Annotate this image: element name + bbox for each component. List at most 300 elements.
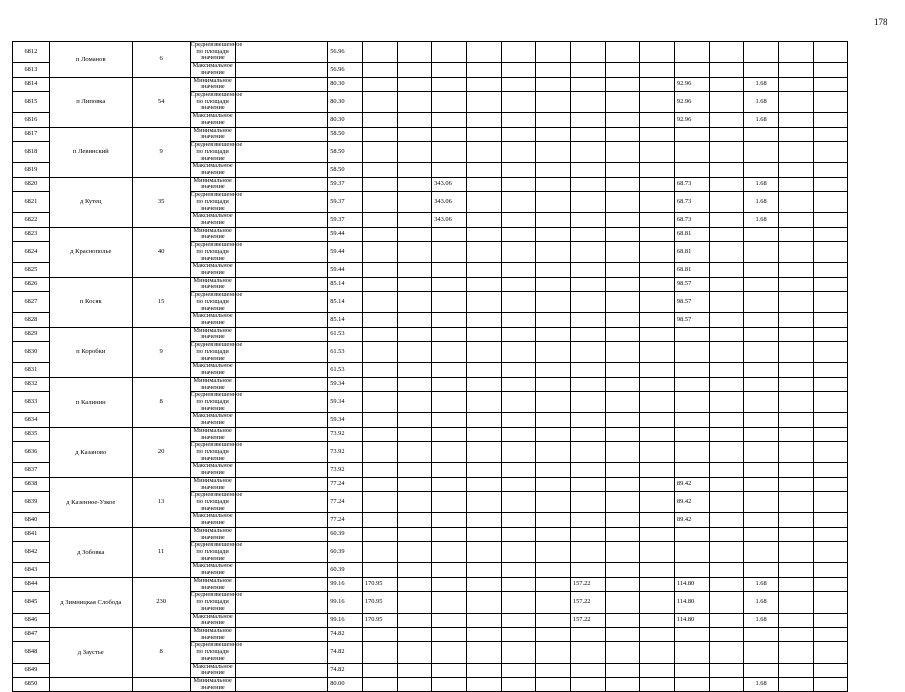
value-cell [432,142,467,163]
value-cell [605,613,640,627]
value-cell [536,313,571,327]
value-cell [432,277,467,291]
blank-cell [235,313,327,327]
value-cell: 61.53 [328,342,363,363]
row-id: 6850 [13,677,50,691]
value-cell [362,413,397,427]
value-cell [813,327,848,341]
value-cell [362,63,397,77]
value-cell [813,127,848,141]
value-cell [501,413,536,427]
value-cell [813,427,848,441]
row-id: 6836 [13,442,50,463]
value-cell [605,592,640,613]
value-cell [778,492,813,513]
value-cell [432,463,467,477]
value-cell [570,527,605,541]
value-cell [640,292,675,313]
value-cell [674,463,709,477]
value-type: Средневзвешенное по площади значение [190,541,243,562]
value-cell [570,427,605,441]
value-cell [744,42,779,63]
value-cell [501,313,536,327]
value-cell [501,142,536,163]
value-cell [605,263,640,277]
value-cell [362,292,397,313]
value-cell [432,413,467,427]
population-count: 20 [132,427,190,477]
value-type: Минимальное значение [190,627,235,641]
value-cell [813,592,848,613]
value-type: Минимальное значение [190,577,235,591]
value-type: Максимальное значение [190,63,235,77]
value-cell [640,142,675,163]
value-cell [813,477,848,491]
value-cell [397,113,432,127]
value-cell: 89.42 [674,477,709,491]
value-type: Минимальное значение [190,177,235,191]
value-cell [778,142,813,163]
blank-cell [235,413,327,427]
value-cell [466,463,501,477]
value-cell [605,663,640,677]
value-cell [709,177,744,191]
settlement-name: д Зимницкая Слобода [49,577,132,627]
value-cell [605,642,640,663]
value-type: Средневзвешенное по площади значение [190,341,243,362]
value-cell [605,313,640,327]
value-cell [605,177,640,191]
value-cell [432,127,467,141]
blank-cell [235,92,327,113]
value-cell [674,542,709,563]
value-cell [709,192,744,213]
value-cell [605,413,640,427]
value-cell [640,163,675,177]
value-cell [709,292,744,313]
value-cell [744,327,779,341]
value-type: Максимальное значение [190,663,235,677]
valuation-table [12,41,882,692]
value-cell: 77.24 [328,513,363,527]
value-cell [466,327,501,341]
population-count: 13 [132,477,190,527]
value-cell: 59.37 [328,192,363,213]
value-cell [709,563,744,577]
value-cell [432,663,467,677]
value-cell: 157.22 [570,577,605,591]
value-cell [605,113,640,127]
value-cell [709,377,744,391]
value-cell [362,442,397,463]
value-cell [744,392,779,413]
row-id: 6831 [13,363,50,377]
row-id: 6817 [13,127,50,141]
value-cell [744,442,779,463]
value-cell [466,142,501,163]
value-cell [501,513,536,527]
value-cell [778,392,813,413]
blank-cell [235,442,327,463]
table-row [13,477,882,491]
value-cell [397,613,432,627]
value-cell [466,342,501,363]
value-cell [744,542,779,563]
value-cell [501,327,536,341]
value-cell [778,313,813,327]
value-cell [640,363,675,377]
value-cell [570,392,605,413]
value-cell: 343.06 [432,177,467,191]
value-type: Минимальное значение [190,327,235,341]
value-type: Средневзвешенное по площади значение [190,191,243,212]
blank-cell [235,542,327,563]
blank-cell [235,563,327,577]
value-cell: 85.14 [328,292,363,313]
value-cell [536,192,571,213]
value-cell [501,192,536,213]
value-cell [709,213,744,227]
value-cell [778,442,813,463]
value-cell: 59.37 [328,213,363,227]
value-cell [709,677,744,691]
value-cell [813,363,848,377]
value-cell [536,442,571,463]
value-cell [362,477,397,491]
value-cell [709,113,744,127]
value-cell: 68.81 [674,227,709,241]
value-cell [709,477,744,491]
value-cell [362,492,397,513]
value-cell [466,363,501,377]
value-cell [397,163,432,177]
value-cell [778,177,813,191]
value-cell [432,327,467,341]
value-cell [466,627,501,641]
value-cell [397,142,432,163]
value-cell [744,227,779,241]
value-cell [778,527,813,541]
value-cell: 59.34 [328,392,363,413]
blank-cell [235,42,327,63]
value-type: Средневзвешенное по площади значение [190,441,243,462]
value-cell [813,242,848,263]
value-cell [501,563,536,577]
settlement-name: п Коробки [49,327,132,377]
value-cell [605,563,640,577]
value-cell [640,327,675,341]
settlement-name: п Ломанов [49,42,132,78]
value-cell [397,642,432,663]
value-cell [536,492,571,513]
value-cell [605,477,640,491]
value-cell [466,242,501,263]
value-cell [605,242,640,263]
value-type: Максимальное значение [190,413,235,427]
value-cell: 60.39 [328,563,363,577]
value-cell [570,192,605,213]
value-cell: 61.53 [328,363,363,377]
value-cell [744,313,779,327]
value-cell [397,77,432,91]
table-row [13,77,882,91]
value-cell [570,663,605,677]
value-cell [501,377,536,391]
value-cell: 73.92 [328,442,363,463]
value-type: Максимальное значение [190,363,235,377]
population-count: 35 [132,177,190,227]
value-cell [466,177,501,191]
value-cell [570,163,605,177]
value-cell [674,427,709,441]
value-cell [501,492,536,513]
value-cell [466,427,501,441]
value-cell [605,527,640,541]
value-cell [501,113,536,127]
value-cell [466,77,501,91]
value-cell [432,313,467,327]
value-cell [570,242,605,263]
value-cell [362,242,397,263]
value-cell [570,127,605,141]
value-cell [466,42,501,63]
value-cell [709,242,744,263]
value-cell: 68.81 [674,263,709,277]
value-cell [813,442,848,463]
value-cell [466,413,501,427]
value-cell [778,92,813,113]
row-id: 6835 [13,427,50,441]
value-cell [536,113,571,127]
value-cell [397,192,432,213]
value-cell: 59.34 [328,413,363,427]
value-cell [397,377,432,391]
population-count: 6 [132,42,190,78]
value-cell [744,277,779,291]
row-id: 6820 [13,177,50,191]
value-cell [570,327,605,341]
value-cell [501,663,536,677]
value-cell [501,642,536,663]
value-cell [674,392,709,413]
blank-cell [235,577,327,591]
value-cell [674,377,709,391]
row-id: 6830 [13,342,50,363]
value-cell [466,113,501,127]
value-cell [674,342,709,363]
value-cell [362,227,397,241]
blank-cell [235,127,327,141]
blank-cell [235,227,327,241]
value-cell [397,392,432,413]
value-cell [778,342,813,363]
value-type: Средневзвешенное по площади значение [190,391,243,412]
value-cell [813,563,848,577]
table-row [13,277,882,291]
blank-cell [235,342,327,363]
value-cell [362,77,397,91]
value-cell [501,227,536,241]
value-cell [362,113,397,127]
value-cell [362,277,397,291]
row-id: 6823 [13,227,50,241]
value-cell [466,477,501,491]
blank-cell [235,527,327,541]
blank-cell [235,627,327,641]
value-cell [397,427,432,441]
value-cell [501,477,536,491]
value-cell: 74.82 [328,642,363,663]
value-type: Максимальное значение [190,463,235,477]
value-cell [744,142,779,163]
value-cell [709,127,744,141]
value-cell [778,227,813,241]
value-cell [709,63,744,77]
value-cell [605,427,640,441]
value-cell [501,92,536,113]
value-cell [432,342,467,363]
blank-cell [235,277,327,291]
value-cell [640,542,675,563]
settlement-name: д Кутец [49,177,132,227]
value-cell [605,227,640,241]
value-cell [640,342,675,363]
value-cell [432,363,467,377]
value-cell [813,527,848,541]
value-cell [640,177,675,191]
value-cell [570,492,605,513]
value-cell [362,163,397,177]
row-id: 6816 [13,113,50,127]
table-row [13,677,882,691]
settlement-name: д Заустье [49,627,132,677]
value-cell [536,263,571,277]
value-cell [640,642,675,663]
value-cell: 68.81 [674,242,709,263]
page-number: 178 [874,17,888,27]
value-cell [813,463,848,477]
value-cell [536,92,571,113]
value-cell [570,92,605,113]
value-cell: 170.95 [362,592,397,613]
value-cell [778,192,813,213]
value-cell [362,177,397,191]
blank-cell [235,292,327,313]
value-cell [501,442,536,463]
value-cell [362,263,397,277]
value-cell [744,163,779,177]
value-cell [536,42,571,63]
value-cell [674,627,709,641]
value-cell [570,142,605,163]
value-cell: 68.73 [674,177,709,191]
value-cell [432,242,467,263]
value-cell [709,392,744,413]
settlement-name: п Липовка [49,77,132,127]
value-cell [536,542,571,563]
value-cell [605,327,640,341]
blank-cell [235,77,327,91]
value-type: Средневзвешенное по площади значение [190,491,243,512]
blank-cell [235,177,327,191]
value-cell: 98.57 [674,292,709,313]
value-cell [501,392,536,413]
value-cell [432,392,467,413]
value-type: Максимальное значение [190,213,235,227]
population-count: 9 [132,127,190,177]
value-cell [778,592,813,613]
table-row [13,427,882,441]
value-cell [536,392,571,413]
value-cell [362,627,397,641]
value-cell [501,292,536,313]
value-cell [813,342,848,363]
blank-cell [235,63,327,77]
value-cell [778,63,813,77]
value-cell [813,613,848,627]
value-cell [605,377,640,391]
value-cell [397,242,432,263]
value-cell [640,127,675,141]
value-cell [744,242,779,263]
value-type: Максимальное значение [190,513,235,527]
value-cell [570,642,605,663]
value-cell: 1.68 [744,577,779,591]
value-cell [813,92,848,113]
value-cell [362,663,397,677]
value-cell [536,577,571,591]
value-cell [813,677,848,691]
value-cell [605,277,640,291]
value-cell [501,163,536,177]
value-type: Минимальное значение [190,127,235,141]
value-cell [570,342,605,363]
row-id: 6842 [13,542,50,563]
value-cell [778,77,813,91]
value-cell: 80.30 [328,113,363,127]
value-cell [570,213,605,227]
value-cell: 59.37 [328,177,363,191]
value-cell [709,277,744,291]
value-type: Минимальное значение [190,427,235,441]
blank-cell [235,677,327,691]
value-cell [778,563,813,577]
blank-cell [235,242,327,263]
value-cell [536,592,571,613]
value-cell [362,192,397,213]
value-cell [605,63,640,77]
value-cell [570,63,605,77]
value-cell [778,327,813,341]
value-cell: 1.68 [744,213,779,227]
value-cell [501,463,536,477]
value-cell [674,142,709,163]
value-cell [397,313,432,327]
value-cell [709,342,744,363]
value-cell: 92.96 [674,92,709,113]
value-cell [605,342,640,363]
value-cell [397,577,432,591]
value-cell [744,377,779,391]
value-cell [605,213,640,227]
value-cell [536,642,571,663]
row-id: 6813 [13,63,50,77]
value-cell [674,663,709,677]
value-cell: 157.22 [570,592,605,613]
blank-cell [235,463,327,477]
table-body [13,42,882,692]
row-id: 6847 [13,627,50,641]
